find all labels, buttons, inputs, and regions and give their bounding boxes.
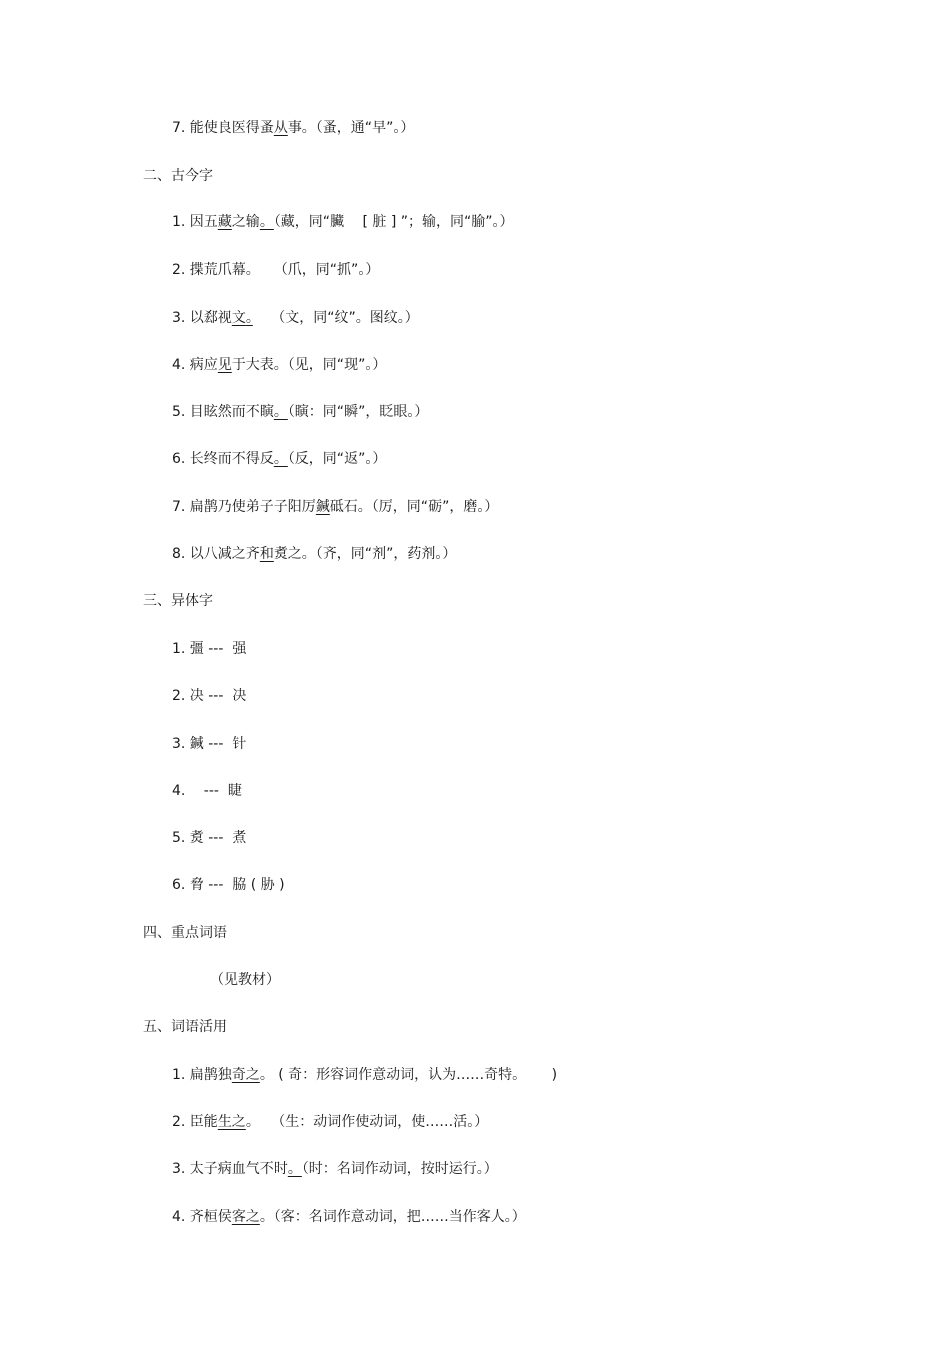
underlined-word: 。 — [245, 310, 253, 326]
underlined-word: 客之 — [231, 1209, 260, 1225]
note-line-1: 7. 能使良医得蚤从事。（蚤，通“早”。） — [172, 120, 415, 136]
underlined-word: 文 — [231, 310, 246, 326]
note-line-3: 1. 因五藏之输。（藏，同“臟 [ 脏 ] ”；输，同“腧”。） — [172, 214, 514, 230]
usage-line-4: 4. 齐桓侯客之。（客：名词作意动词，把……当作客人。） — [172, 1209, 526, 1225]
underlined-word: 生之 — [217, 1114, 246, 1130]
variant-line-6: 6. 脅 --- 脇 ( 胁 ) — [172, 877, 285, 893]
note-line-9: 7. 扁鹊乃使弟子子阳厉鍼砥石。（厉，同“砺”，磨。） — [172, 499, 499, 515]
section-heading-variant-chars: 三、异体字 — [143, 593, 213, 609]
usage-line-3: 3. 太子病血气不时。（时：名词作动词，按时运行。） — [172, 1161, 498, 1177]
variant-line-4: 4. --- 睫 — [172, 783, 242, 799]
section-heading-key-words: 四、重点词语 — [143, 925, 227, 941]
underlined-word: 藏 — [217, 214, 232, 230]
underlined-word: 和 — [259, 546, 274, 562]
underlined-word: 。 — [287, 1161, 302, 1177]
see-textbook-note: （见教材） — [210, 972, 280, 988]
underlined-word: 。 — [259, 214, 274, 230]
note-line-10: 8. 以八减之齐和煑之。（齐，同“剂”，药剂。） — [172, 546, 457, 562]
note-line-6: 4. 病应见于大表。（见，同“现”。） — [172, 357, 387, 373]
variant-line-1: 1. 彊 --- 强 — [172, 641, 247, 657]
underlined-word: 。 — [273, 451, 288, 467]
variant-line-2: 2. 决 --- 决 — [172, 688, 247, 704]
note-line-7: 5. 目眩然而不瞚。（瞚：同“瞬”，眨眼。） — [172, 404, 429, 420]
underlined-word: 鍼 — [315, 499, 330, 515]
section-heading-word-usage: 五、词语活用 — [143, 1019, 227, 1035]
variant-line-3: 3. 鍼 --- 针 — [172, 736, 247, 752]
usage-line-2: 2. 臣能生之。 （生：动词作使动词，使……活。） — [172, 1114, 489, 1130]
underlined-word: 奇之 — [231, 1067, 260, 1083]
usage-line-1: 1. 扁鹊独奇之。 ( 奇：形容词作意动词，认为……奇特。 ) — [172, 1067, 558, 1083]
note-line-5: 3. 以郄视文。 （文，同“纹”。图纹。） — [172, 310, 419, 326]
underlined-word: 。 — [273, 404, 288, 420]
variant-line-5: 5. 煑 --- 煮 — [172, 830, 247, 846]
note-line-4: 2. 揲荒爪幕。 （爪，同“抓”。） — [172, 262, 380, 278]
underlined-word: 从 — [273, 120, 288, 136]
section-heading-ancient-modern-chars: 二、古今字 — [143, 168, 213, 184]
underlined-word: 见 — [217, 357, 232, 373]
note-line-8: 6. 长终而不得反。（反，同“返”。） — [172, 451, 387, 467]
